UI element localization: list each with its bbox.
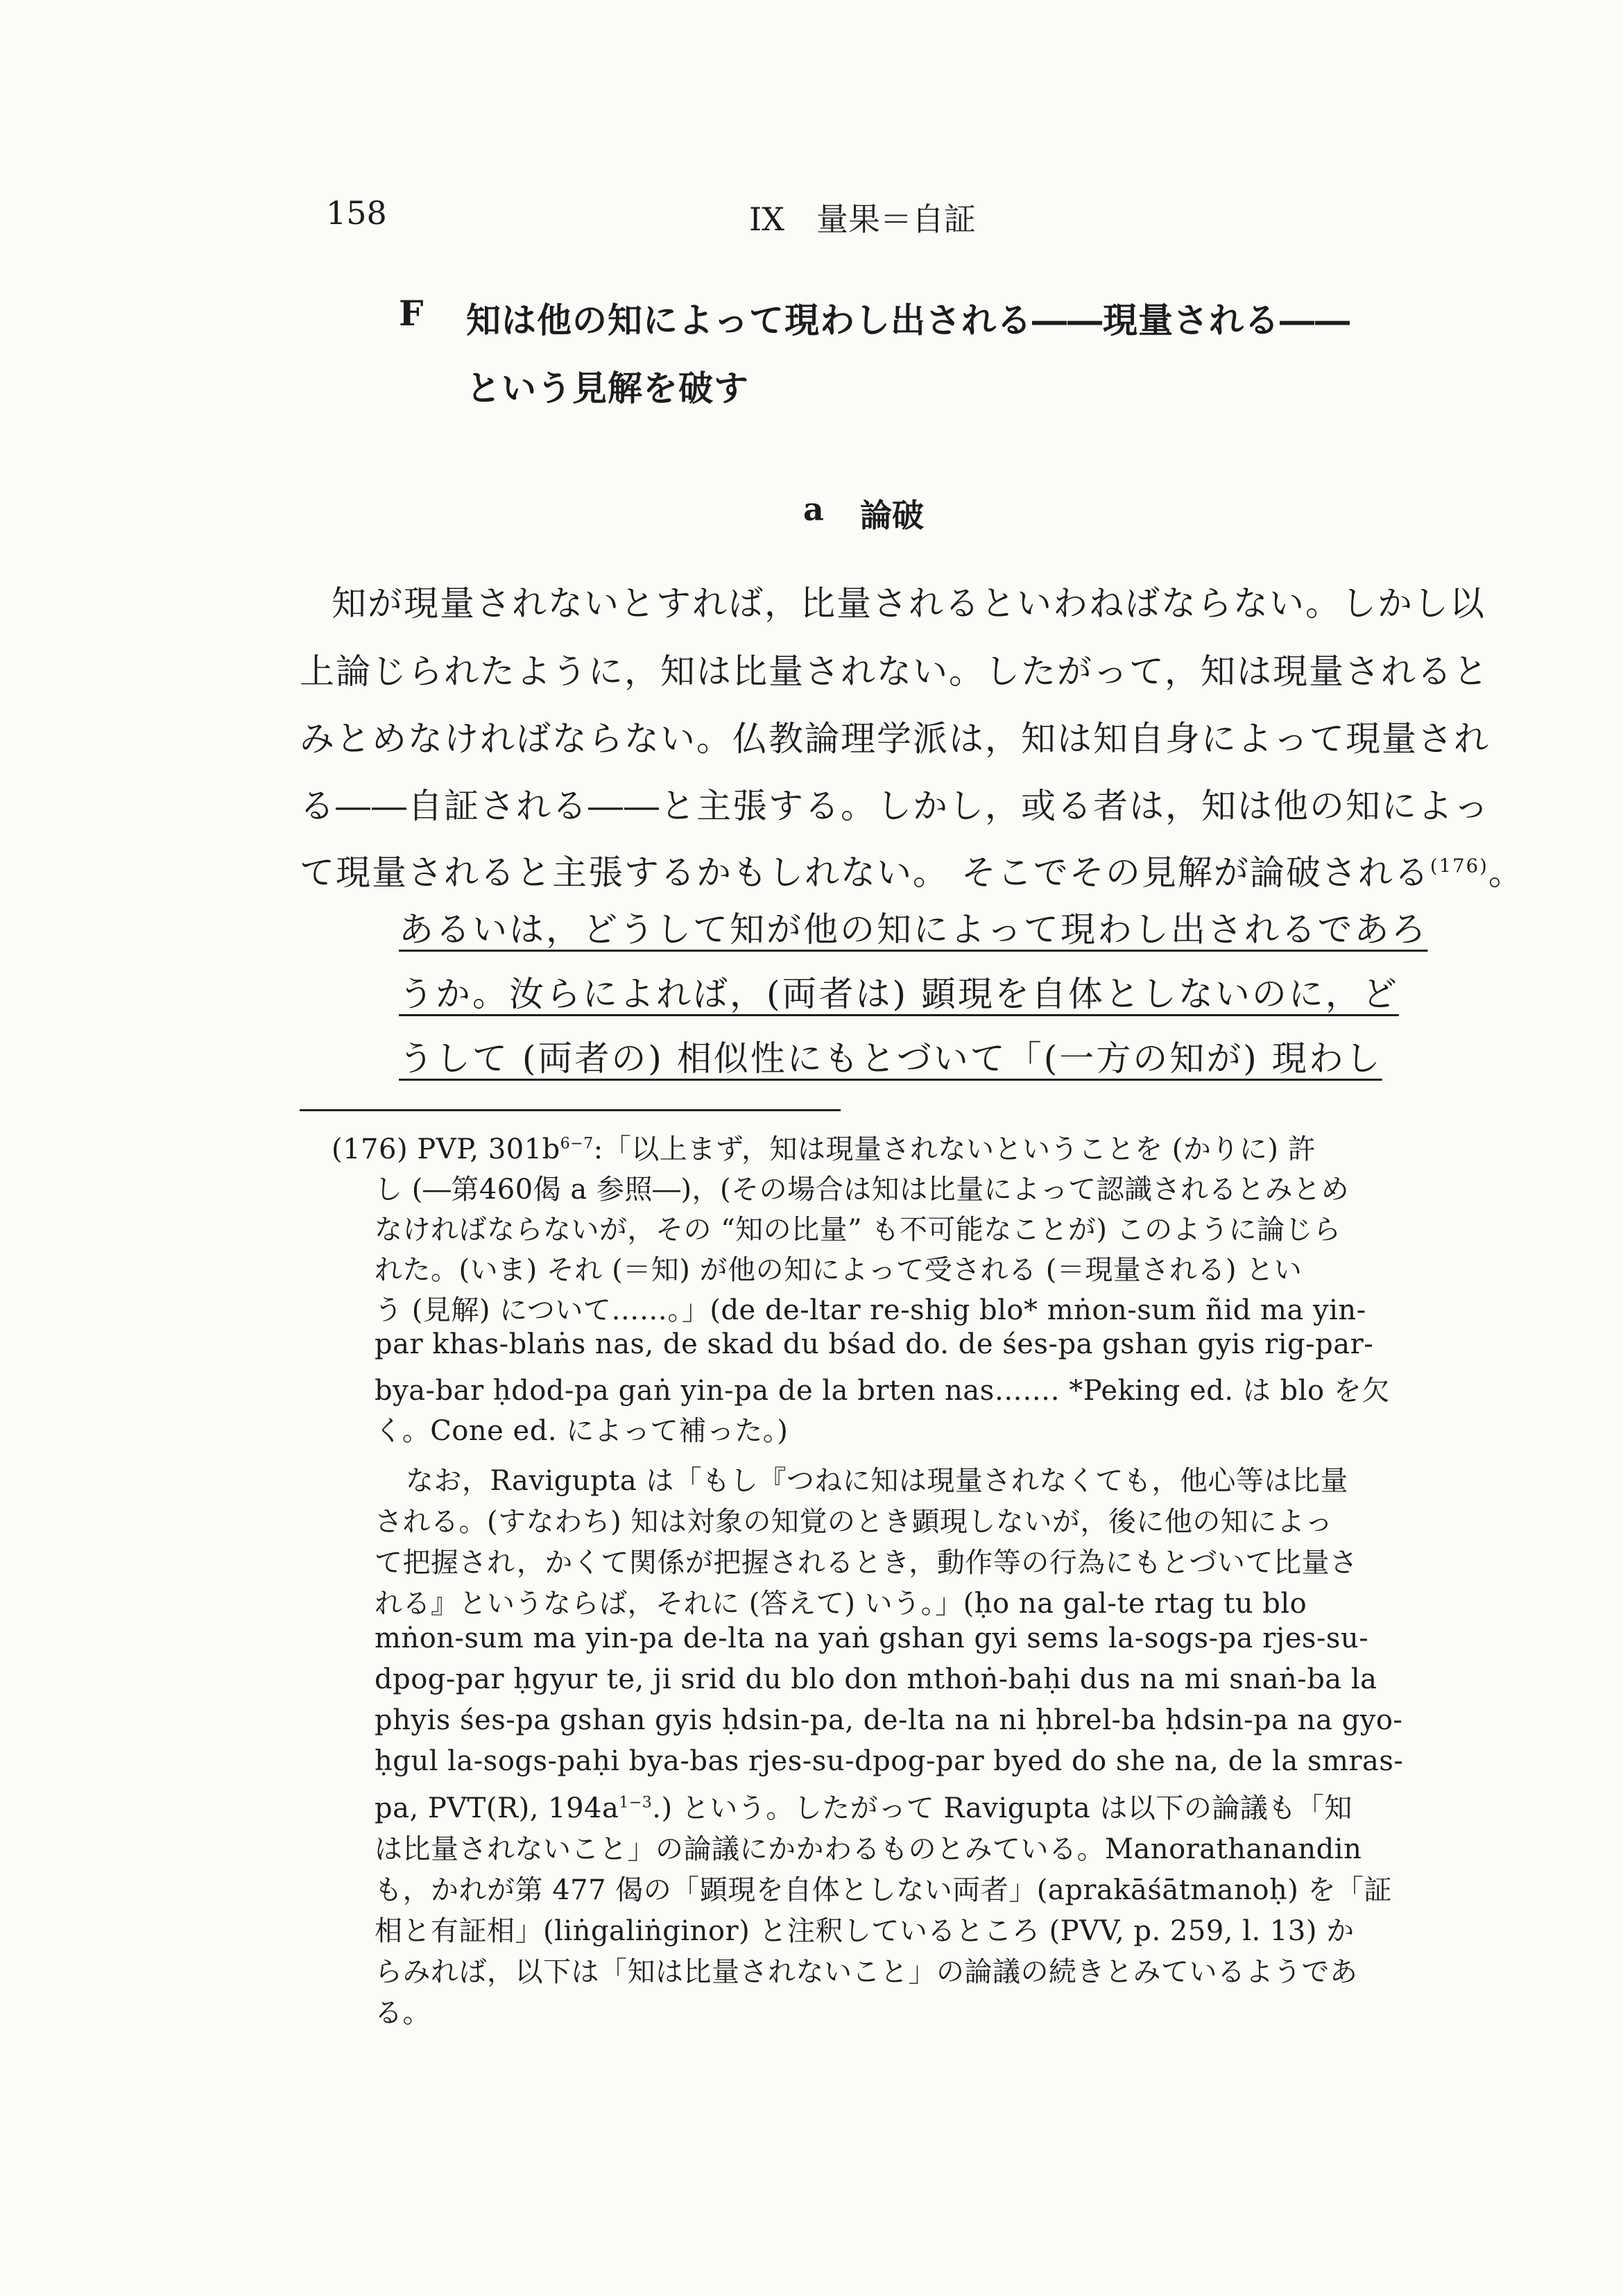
footnote-line-1-text: :「以上まず，知は現量されないということを (かりに) 許 [593,1133,1316,1165]
footnote-line-2: し (―第460偈 a 参照―)，(その場合は知は比量によって認識されるとみとめ [375,1174,1350,1206]
footnote-para2-line-10: は比量されないこと」の論議にかかわるものとみている。Manorathanandin [375,1833,1362,1865]
footnote-ref-176: (176) [1429,855,1488,877]
footnote-para2-line-9 [375,1786,1352,1826]
footnote-para2-line-13: らみれば，以下は「知は比量されないこと」の論議の続きとみているようであ [375,1956,1358,1988]
footnote-line-7: bya-bar ḥdod-pa gaṅ yin-pa de la brten nas……. *Peking ed. は blo を欠 [375,1375,1390,1407]
body-line-5-text: て現量されると主張するかもしれない。 そこでその見解が論破される [300,853,1430,893]
footnote-line-8: く。Cone ed. によって補った。) [375,1415,789,1447]
quote-line-2: うか。汝らによれば，(両者は) 顕現を自体としないのに，ど [399,974,1399,1014]
body-line-2: 上論じられたように，知は比量されない。したがって，知は現量されると [300,651,1489,692]
footnote-para2-line-2: される。(すなわち) 知は対象の知覚のとき顕現しないが，後に他の知によっ [375,1506,1333,1538]
section-letter: F [399,293,424,334]
quote-line-3: うして (両者の) 相似性にもとづいて「(一方の知が) 現わし [399,1038,1382,1079]
footnote-line-6: par khas-blaṅs nas, de skad du bśad do. de śes-pa gshan gyis rig-par- [375,1328,1374,1360]
running-title: IX 量果＝自証 [749,200,976,238]
footnote-para2-line-9-sup: 1−3 [619,1794,653,1812]
footnote-para2-line-3: て把握され，かくて関係が把握されるとき，動作等の行為にもとづいて比量さ [375,1547,1358,1579]
footnote-para2-line-5: mṅon-sum ma yin-pa de-lta na yaṅ gshan gyi sems la-sogs-pa rjes-su- [375,1622,1369,1654]
body-line-5-end: 。 [1488,853,1525,893]
footnote-para2-line-6: dpog-par ḥgyur te, ji srid du blo don mthoṅ-baḥi dus na mi snaṅ-ba la [375,1663,1377,1695]
footnote-line-1 [332,1127,1316,1167]
footnote-para2-line-1: なお，Ravigupta は「もし『つねに知は現量されなくても，他心等は比量 [406,1465,1348,1497]
section-title-line-2: という見解を破す [466,368,749,409]
footnote-para2-line-9-rest: .) という。したがって Ravigupta は以下の論議も「知 [652,1792,1352,1824]
footnote-para2-line-12: 相と有証相」(liṅgaliṅginor) と注釈しているところ (PVV, p. 259, l. 13) か [375,1915,1355,1947]
body-line-3: みとめなければならない。仏教論理学派は，知は知自身によって現量され [300,719,1490,759]
footnote-para2-line-7: phyis śes-pa gshan gyis ḥdsin-pa, de-lta na ni ḥbrel-ba ḥdsin-pa na gyo- [375,1704,1403,1736]
subsection-letter: a [803,490,824,528]
footnote-ref: PVP, 301b [417,1133,560,1165]
footnote-line-4: れた。(いま) それ (＝知) が他の知によって受される (＝現量される) とい [375,1254,1303,1286]
footnote-line-5: う (見解) について……。」(de de-ltar re-shig blo* mṅon-sum ñid ma yin- [375,1294,1366,1326]
quote-line-1: あるいは，どうして知が他の知によって現わし出されるであろ [399,909,1428,950]
section-title-line-1: 知は他の知によって現わし出される――現量される―― [466,300,1350,341]
footnote-rule [300,1109,841,1111]
footnote-para2-line-8: ḥgul la-sogs-paḥi bya-bas rjes-su-dpog-par byed do she na, de la smras- [375,1745,1404,1777]
footnote-ref-sup: 6−7 [560,1135,594,1153]
body-line-5 [300,845,1525,895]
body-line-1: 知が現量されないとすれば，比量されるといわねばならない。しかし以 [332,583,1486,624]
footnote-para2-line-4: れる』というならば，それに (答えて) いう。」(ḥo na gal-te rtag tu blo [375,1588,1307,1620]
body-line-4: る――自証される――と主張する。しかし，或る者は，知は他の知によっ [300,786,1490,826]
footnote-para2-line-11: も，かれが第 477 偈の「顕現を自体としない両者」(aprakāśātmanoḥ) を「証 [375,1874,1393,1906]
footnote-number: (176) [332,1133,409,1165]
footnote-para2-line-14: る。 [375,1997,431,2029]
footnote-line-3: なければならないが，その “知の比量” も不可能なことが) このように論じら [375,1214,1341,1246]
subsection-title: 論破 [860,497,924,534]
page-number: 158 [326,194,387,232]
footnote-para2-line-9-text: pa, PVT(R), 194a [375,1792,619,1824]
